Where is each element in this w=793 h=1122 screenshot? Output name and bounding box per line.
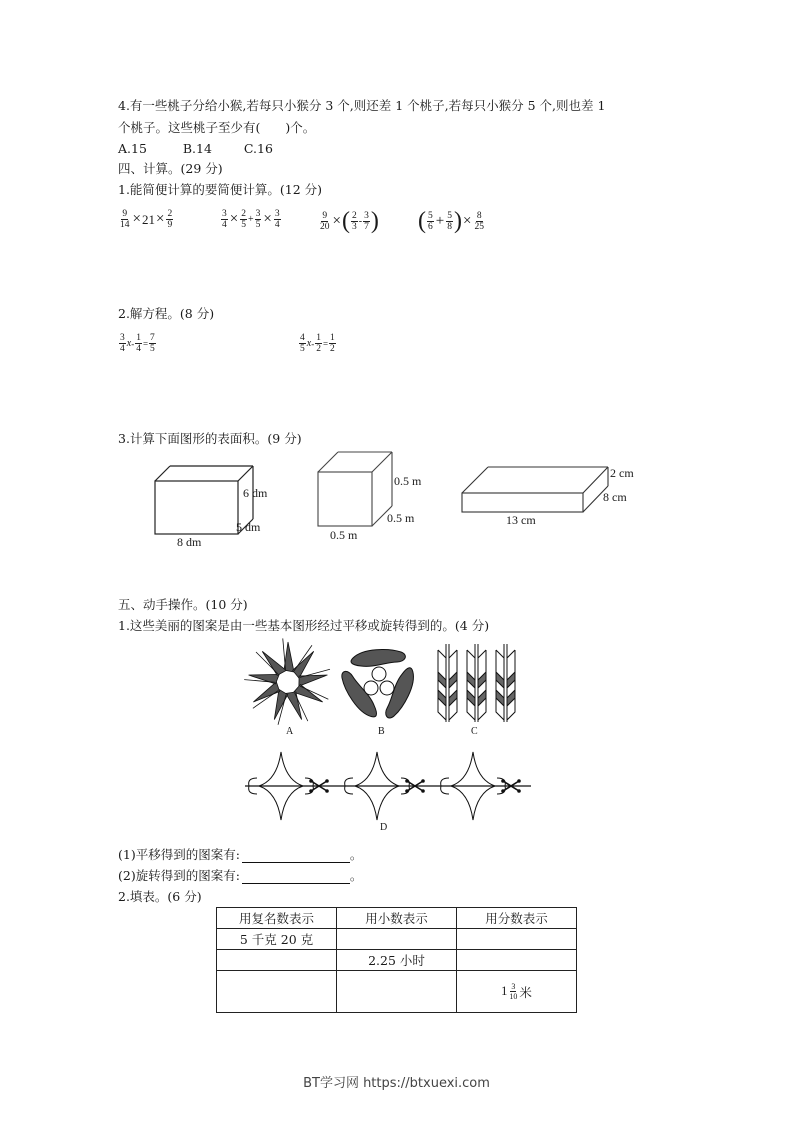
table-row bbox=[217, 971, 577, 1013]
option-b[interactable]: B.14 bbox=[182, 141, 212, 156]
equation-2: $\frac{4}{5}$ x - $\frac{1}{2}$ = $\frac{1}{2}$ bbox=[300, 333, 335, 354]
expr-3: $\frac{9}{20}$ × ( $\frac{2}{3}$ - $\frac{3}{7}$ ) bbox=[320, 208, 379, 234]
table-header: 用小数表示 bbox=[337, 908, 457, 929]
rotation-answer-blank[interactable] bbox=[242, 871, 350, 884]
section5-part2-title: 2.填表。(6 分) bbox=[118, 889, 202, 904]
pattern-c-translation bbox=[436, 642, 520, 724]
rotation-question: (2)旋转得到的图案有: 。 bbox=[118, 868, 363, 883]
pattern-d-band bbox=[243, 750, 533, 820]
table-cell: 5 千克 20 克 bbox=[217, 929, 337, 950]
pattern-label-d: D bbox=[380, 822, 388, 833]
q4-line1: 4.有一些桃子分给小猴,若每只小猴分 3 个,则还差 1 个桃子,若每只小猴分 5 个,则也差 1 bbox=[118, 98, 606, 113]
pattern-a-pinwheel bbox=[247, 641, 329, 723]
q4-line2: 个桃子。这些桃子至少有( )个。 bbox=[118, 120, 316, 135]
cube-height-label: 0.5 m bbox=[394, 474, 422, 488]
equation-1: $\frac{3}{4}$ x - $\frac{1}{4}$ = $\frac{7}{5}$ bbox=[120, 333, 155, 354]
pattern-label-a: A bbox=[286, 726, 294, 737]
box1-height-label: 6 dm bbox=[243, 486, 268, 500]
section5-part1-title: 1.这些美丽的图案是由一些基本图形经过平移或旋转得到的。(4 分) bbox=[118, 618, 490, 633]
table-cell-blank[interactable] bbox=[457, 929, 577, 950]
unit-conversion-table bbox=[216, 907, 577, 1013]
translation-answer-blank[interactable] bbox=[242, 850, 350, 863]
table-cell-blank[interactable] bbox=[337, 971, 457, 1013]
table-cell-mixed-number: 1 $\frac{3}{10}$ 米 bbox=[457, 971, 577, 1013]
expr-2: $\frac{3}{4}$ × $\frac{2}{5}$ + $\frac{3}{5}$ × $\frac{3}{4}$ bbox=[222, 209, 280, 230]
table-cell-blank[interactable] bbox=[337, 929, 457, 950]
table-cell: 2.25 小时 bbox=[337, 950, 457, 971]
expr-1: $\frac{9}{14}$ × 21 × $\frac{2}{9}$ bbox=[120, 209, 173, 230]
table-header: 用复名数表示 bbox=[217, 908, 337, 929]
box1-width-label: 8 dm bbox=[177, 535, 202, 549]
slab-depth-label: 8 cm bbox=[603, 490, 627, 504]
slab-height-label: 2 cm bbox=[610, 466, 634, 480]
pattern-b-rotation bbox=[340, 644, 418, 720]
option-c[interactable]: C.16 bbox=[243, 141, 273, 156]
box1-depth-label: 5 dm bbox=[236, 520, 261, 534]
option-a[interactable]: A.15 bbox=[118, 141, 147, 156]
part3-title: 3.计算下面图形的表面积。(9 分) bbox=[118, 431, 302, 446]
table-row bbox=[217, 929, 577, 950]
slab-width-label: 13 cm bbox=[506, 513, 536, 527]
cube-width-label: 0.5 m bbox=[330, 528, 358, 542]
table-cell-blank[interactable] bbox=[217, 971, 337, 1013]
footer-watermark: BT学习网 https://btxuexi.com bbox=[303, 1076, 490, 1091]
table-cell-blank[interactable] bbox=[217, 950, 337, 971]
pattern-label-c: C bbox=[471, 726, 478, 737]
translation-question: (1)平移得到的图案有: 。 bbox=[118, 847, 363, 862]
pattern-label-b: B bbox=[378, 726, 385, 737]
cube-depth-label: 0.5 m bbox=[387, 511, 415, 525]
expr-4: ( $\frac{5}{6}$ + $\frac{5}{8}$ ) × $\frac{8}{25}$ bbox=[418, 208, 484, 234]
section5-title: 五、动手操作。(10 分) bbox=[118, 597, 248, 612]
table-row bbox=[217, 950, 577, 971]
section4-title: 四、计算。(29 分) bbox=[118, 161, 223, 176]
part2-title: 2.解方程。(8 分) bbox=[118, 306, 215, 321]
part1-title: 1.能简便计算的要简便计算。(12 分) bbox=[118, 182, 323, 197]
table-cell-blank[interactable] bbox=[457, 950, 577, 971]
table-header: 用分数表示 bbox=[457, 908, 577, 929]
